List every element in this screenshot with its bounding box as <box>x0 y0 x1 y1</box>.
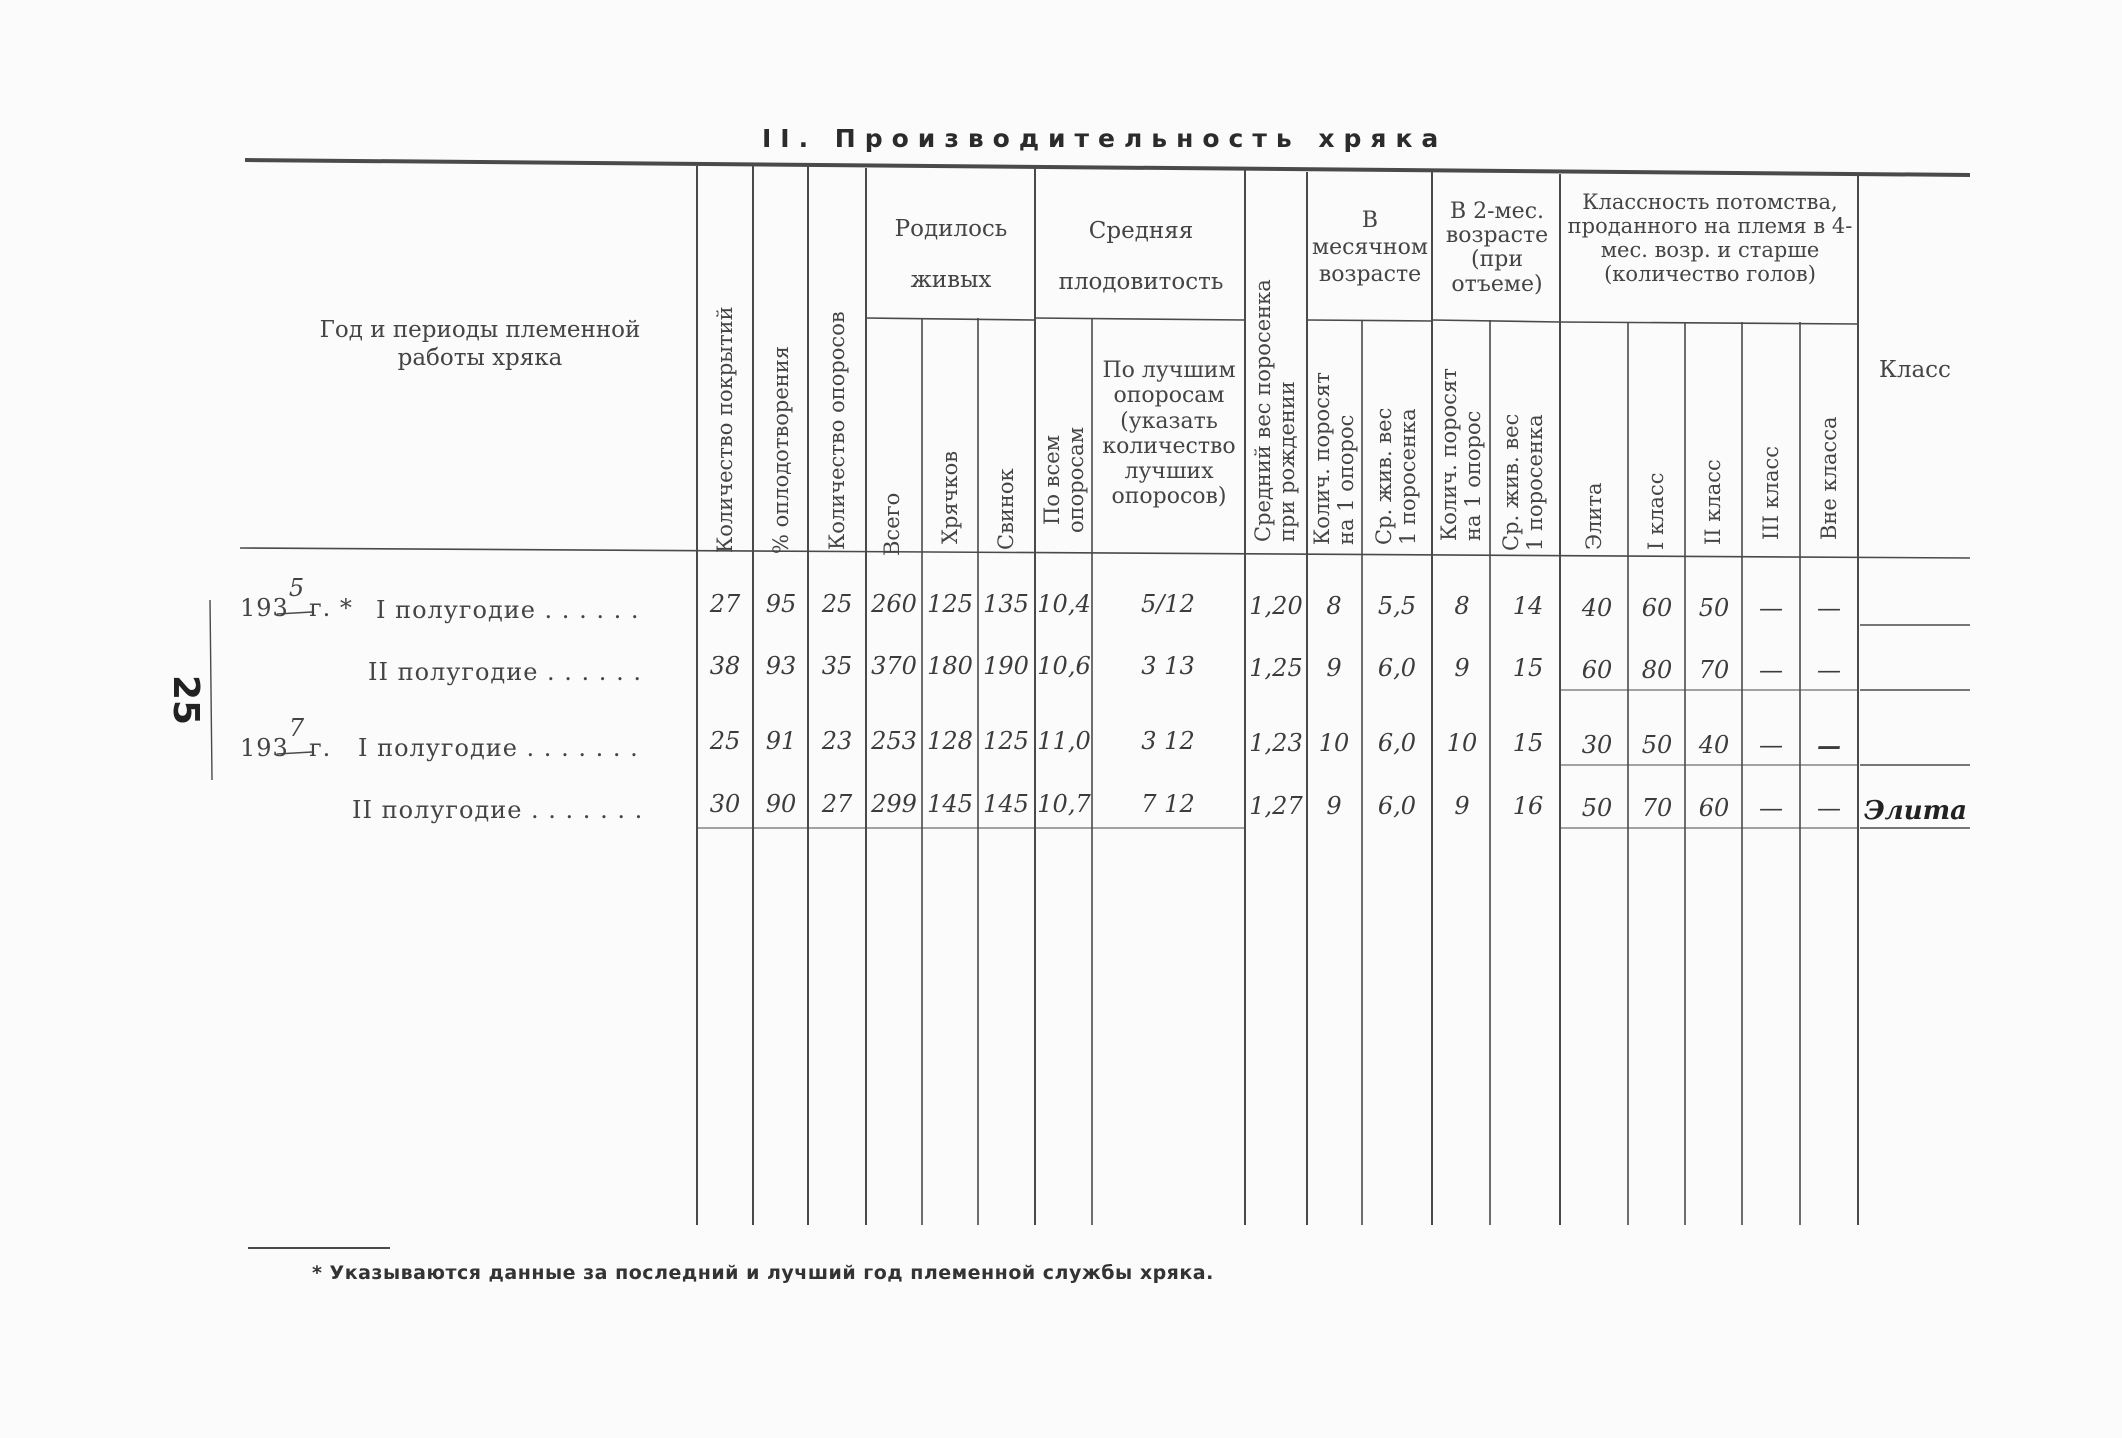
cell-class1: 80 <box>1641 656 1673 684</box>
header-fertilization: % оплодотворения <box>768 345 793 554</box>
header-born-total: Всего <box>879 492 904 556</box>
cell-m-count: 9 <box>1326 654 1342 682</box>
header-born-boars: Хрячков <box>937 450 962 544</box>
cell-class2: 70 <box>1698 656 1730 684</box>
cell-sows: 125 <box>983 727 1029 755</box>
cell-weight: 1,23 <box>1249 729 1303 757</box>
year-label: 1937г. <box>240 714 332 762</box>
row-period: I полугодие . . . . . . . <box>358 734 639 762</box>
cell-t-count: 9 <box>1454 792 1470 820</box>
cell-fert-all: 11,0 <box>1037 727 1091 755</box>
header-class: Класс <box>1879 357 1951 383</box>
cell-fert-best: 7 12 <box>1141 790 1195 818</box>
cell-coverings: 25 <box>709 727 741 755</box>
row-period: I полугодие . . . . . . <box>376 596 640 624</box>
cell-t-count: 8 <box>1454 592 1470 620</box>
cell-boars: 128 <box>927 727 973 755</box>
cell-farrow: 25 <box>821 590 853 618</box>
cell-class3: — <box>1759 594 1783 622</box>
cell-m-count: 10 <box>1318 729 1350 757</box>
cell-sows: 135 <box>983 590 1029 618</box>
header-coverings: Количество покрытий <box>712 306 737 553</box>
cell-class3: — <box>1759 656 1783 684</box>
cell-total: 260 <box>871 590 917 618</box>
cell-class3: — <box>1759 731 1783 759</box>
cell-fert: 93 <box>765 652 797 680</box>
cell-t-count: 9 <box>1454 654 1470 682</box>
cell-boars: 125 <box>927 590 973 618</box>
header-offspring-class: Классность потомства, проданного на племя в 4-мес. возр. и старше (количество голов) <box>1567 190 1853 287</box>
cell-sows: 145 <box>983 790 1029 818</box>
header-class2: II класс <box>1700 459 1725 545</box>
table-title: II. Производительность хряка <box>762 124 1448 153</box>
header-t-weight: Ср. жив. вес 1 поросенка <box>1498 413 1547 551</box>
cell-m-weight: 6,0 <box>1377 792 1417 820</box>
cell-sows: 190 <box>983 652 1029 680</box>
cell-fert-all: 10,6 <box>1037 652 1091 680</box>
cell-out-class: — <box>1817 656 1841 684</box>
header-birth-weight: Средний вес поросенка при рождении <box>1250 279 1299 542</box>
header-fert-all: По всем опоросам <box>1039 427 1088 533</box>
cell-total: 253 <box>871 727 917 755</box>
cell-coverings: 30 <box>709 790 741 818</box>
cell-m-weight: 6,0 <box>1377 729 1417 757</box>
header-elite: Элита <box>1581 482 1606 550</box>
cell-class3: — <box>1759 794 1783 822</box>
year-label: 1935г. * <box>240 574 353 622</box>
cell-m-count: 9 <box>1326 792 1342 820</box>
cell-boars: 145 <box>927 790 973 818</box>
cell-elite: 60 <box>1581 656 1613 684</box>
row-period: II полугодие . . . . . . <box>368 658 642 686</box>
cell-class2: 50 <box>1698 594 1730 622</box>
cell-class: Элита <box>1864 796 1967 826</box>
header-t-count: Колич. поросят на 1 опорос <box>1436 368 1485 541</box>
cell-elite: 40 <box>1581 594 1613 622</box>
cell-coverings: 38 <box>709 652 741 680</box>
header-fert-best: По лучшим опоросам (указать количество лучших опоросов) <box>1102 358 1236 510</box>
cell-fert-all: 10,4 <box>1037 590 1091 618</box>
header-born-sows: Свинок <box>993 468 1018 550</box>
cell-coverings: 27 <box>709 590 741 618</box>
cell-m-weight: 5,5 <box>1377 592 1417 620</box>
cell-elite: 50 <box>1581 794 1613 822</box>
cell-weight: 1,20 <box>1249 592 1303 620</box>
footnote: * Указываются данные за последний и лучший год племенной службы хряка. <box>312 1262 1214 1284</box>
cell-t-weight: 16 <box>1512 792 1544 820</box>
cell-fert: 91 <box>765 727 797 755</box>
cell-t-weight: 15 <box>1512 729 1544 757</box>
header-period: Год и периоды племенной работы хряка <box>319 317 641 372</box>
page-number: 25 <box>165 674 207 726</box>
header-born-alive: Родилось живых <box>894 216 1008 293</box>
header-farrowings: Количество опоросов <box>824 311 849 550</box>
cell-farrow: 35 <box>821 652 853 680</box>
cell-class1: 70 <box>1641 794 1673 822</box>
cell-fert-best: 5/12 <box>1141 590 1195 618</box>
cell-class2: 40 <box>1698 731 1730 759</box>
cell-total: 299 <box>871 790 917 818</box>
cell-elite: 30 <box>1581 731 1613 759</box>
row-period: II полугодие . . . . . . . <box>352 796 644 824</box>
cell-t-count: 10 <box>1446 729 1478 757</box>
cell-m-count: 8 <box>1326 592 1342 620</box>
cell-m-weight: 6,0 <box>1377 654 1417 682</box>
cell-t-weight: 14 <box>1512 592 1544 620</box>
cell-out-class: — <box>1817 794 1841 822</box>
cell-out-class: — <box>1817 731 1841 760</box>
header-class3: III класс <box>1758 445 1783 540</box>
cell-class1: 60 <box>1641 594 1673 622</box>
cell-farrow: 27 <box>821 790 853 818</box>
header-m-weight: Ср. жив. вес 1 поросенка <box>1371 407 1420 545</box>
cell-out-class: — <box>1817 594 1841 622</box>
cell-class1: 50 <box>1641 731 1673 759</box>
header-class1: I класс <box>1643 472 1668 550</box>
header-month-age: В месячном возрасте <box>1312 208 1428 287</box>
cell-class2: 60 <box>1698 794 1730 822</box>
header-fertility: Средняя плодовитость <box>1058 218 1224 295</box>
cell-fert-all: 10,7 <box>1037 790 1091 818</box>
cell-weight: 1,25 <box>1249 654 1303 682</box>
header-m-count: Колич. поросят на 1 опорос <box>1309 372 1358 545</box>
cell-t-weight: 15 <box>1512 654 1544 682</box>
cell-fert: 90 <box>765 790 797 818</box>
cell-fert-best: 3 13 <box>1141 652 1195 680</box>
cell-total: 370 <box>871 652 917 680</box>
cell-fert: 95 <box>765 590 797 618</box>
cell-boars: 180 <box>927 652 973 680</box>
header-two-month: В 2-мес. возрасте (при отъеме) <box>1445 199 1549 297</box>
cell-farrow: 23 <box>821 727 853 755</box>
cell-fert-best: 3 12 <box>1141 727 1195 755</box>
cell-weight: 1,27 <box>1249 792 1303 820</box>
header-out-class: Вне класса <box>1816 416 1841 540</box>
